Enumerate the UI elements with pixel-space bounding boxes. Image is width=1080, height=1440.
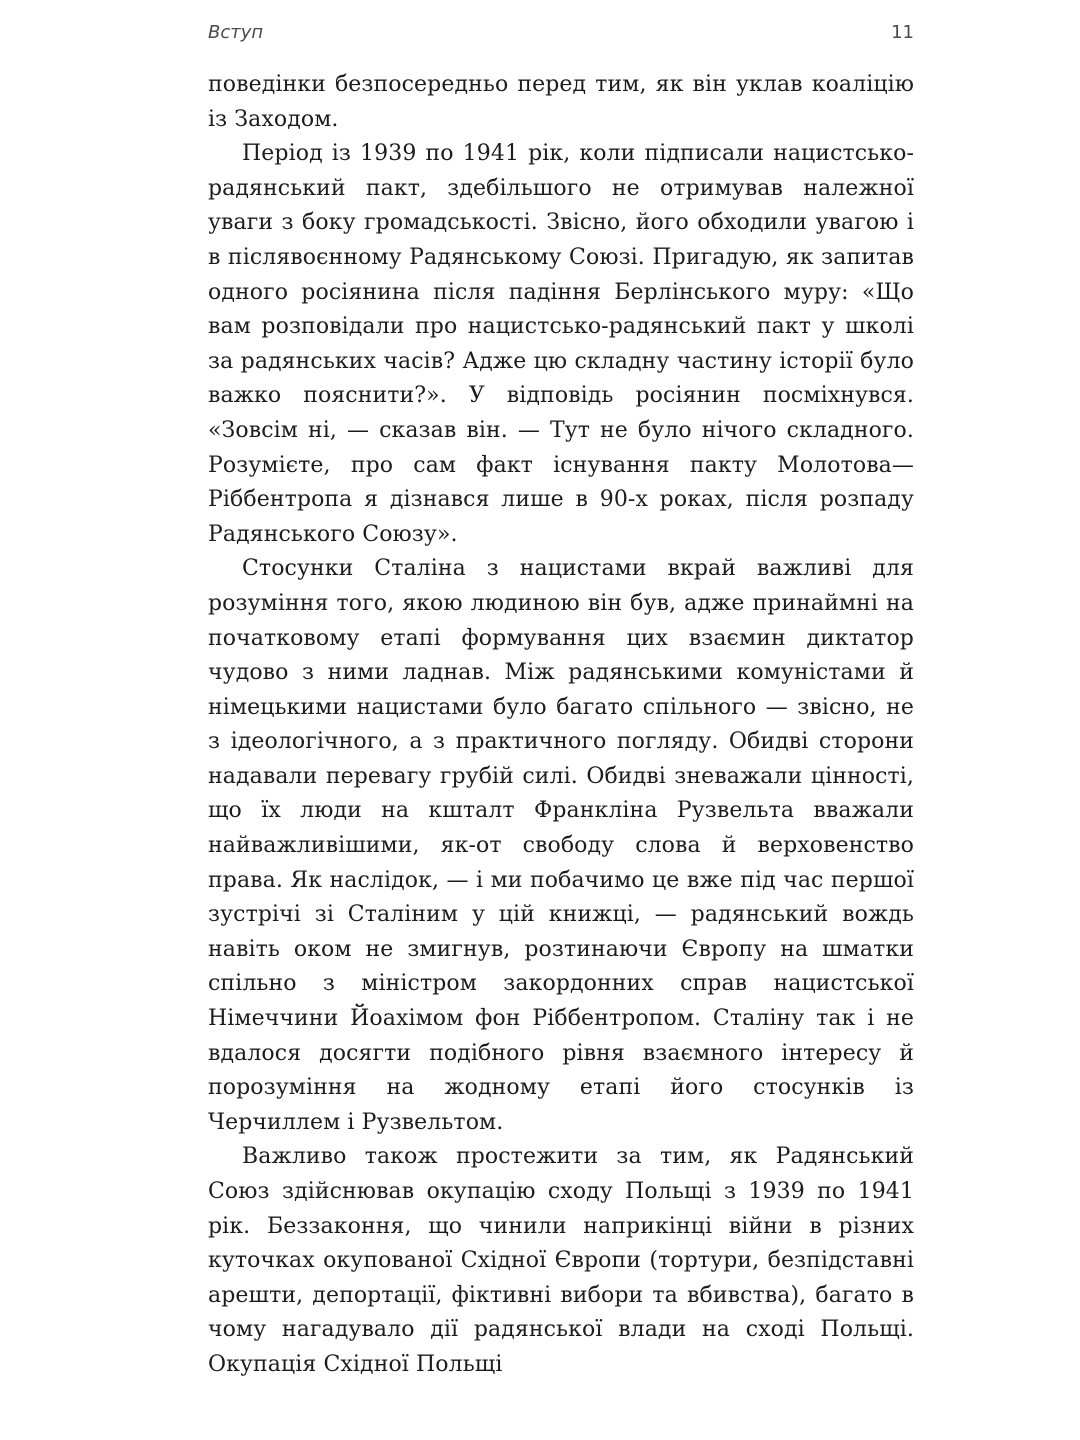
paragraph: Стосунки Сталіна з нацистами вкрай важливі для розуміння того, якою людиною він був, адже принаймні на початковому етапі формування цих взаємин диктатор чудово з ними ладнав. Між радянськими комуністами й німецькими нацистами було багато спільного — звісно, не з ідеологічного, а з практичного погляду. Обидві сторони надавали перевагу грубій силі. Обидві зневажали цінності, що їх люди на кшталт Франкліна Рузвельта вважали найважливішими, як-от свободу слова й верховенство права. Як наслідок, — і ми побачимо це вже під час першої зустрічі зі Сталіним у цій книжці, — радянський вождь навіть оком не змигнув, розтинаючи Європу на шматки спільно з міністром закордонних справ нацистської Німеччини Йоахімом фон Ріббентропом. Сталіну так і не вдалося досягти подібного рівня взаємного інтересу й порозуміння на жодному етапі його стосунків із Черчиллем і Рузвельтом. bbox=[208, 556, 914, 1135]
body-text bbox=[208, 68, 914, 1383]
paragraph-continued: поведінки безпосередньо перед тим, як він уклав коаліцію із Заходом. bbox=[208, 72, 914, 132]
paragraph: Важливо також простежити за тим, як Радянський Союз здійснював окупацію сходу Польщі з 1939 по 1941 рік. Беззаконня, що чинили наприкінці війни в різних куточках окупованої Східної Європи (тортури, безпідставні арешти, депортації, фіктивні вибори та вбивства), багато в чому нагадувало дії радянської влади на сході Польщі. Окупація Східної Польщі bbox=[208, 1144, 914, 1377]
section-title: Вступ bbox=[208, 22, 264, 43]
paragraph: Період із 1939 по 1941 рік, коли підписали нацистсько-радянський пакт, здебільшого не отримував належної уваги з боку громадськості. Звісно, його обходили увагою і в післявоєнному Радянському Союзі. Пригадую, як запитав одного росіянина після падіння Берлінського муру: «Що вам розповідали про нацистсько-радянський пакт у школі за радянських часів? Адже цю складну частину історії було важко пояснити?». У відповідь росіянин посміхнувся. «Зовсім ні, — сказав він. — Тут не було нічого складного. Розумієте, про сам факт існування пакту Молотова—Ріббентропа я дізнався лише в 90-х роках, після розпаду Радянського Союзу». bbox=[208, 141, 914, 547]
running-head bbox=[208, 22, 914, 52]
page-number: 11 bbox=[891, 22, 914, 43]
